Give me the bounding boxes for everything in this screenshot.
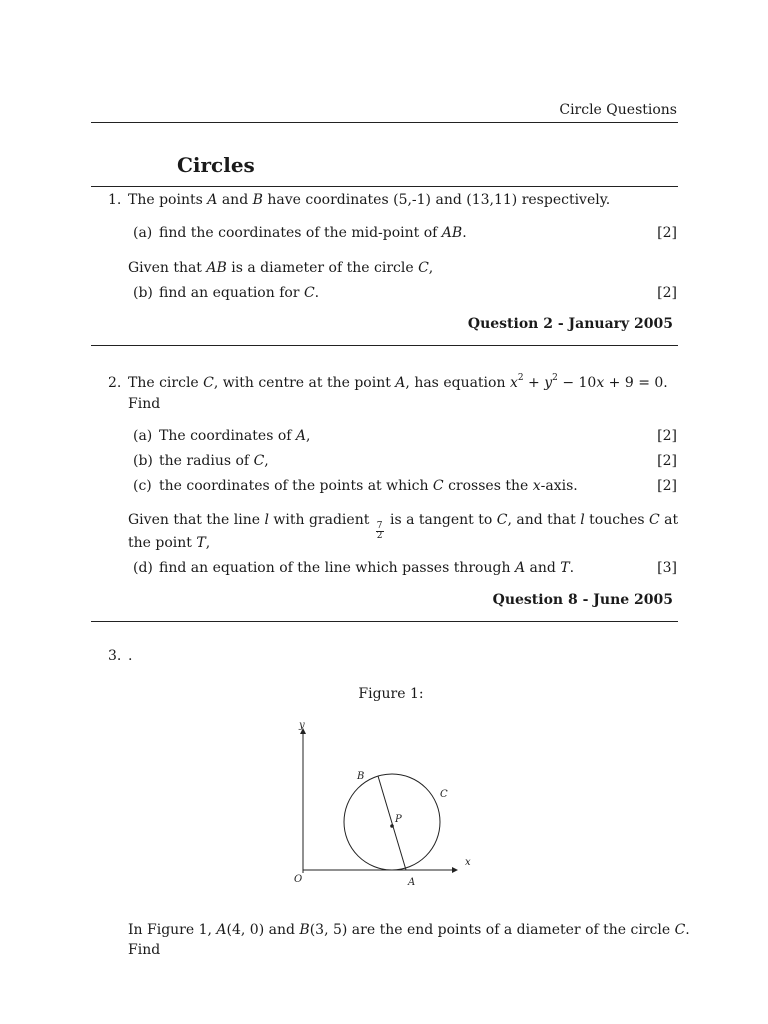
q2c-marks: [2] <box>657 478 677 494</box>
var-y: y <box>544 375 553 391</box>
text: with gradient <box>268 512 374 528</box>
text: . <box>462 225 467 241</box>
var-x: x <box>532 478 541 494</box>
section-rule <box>91 186 678 187</box>
q1b-marks: [2] <box>657 285 677 301</box>
q2d-text <box>159 560 574 576</box>
text: . <box>314 285 320 301</box>
text: find the coordinates of the mid-point of <box>159 225 442 241</box>
q1-number: 1. <box>108 192 122 208</box>
label-O: O <box>294 874 303 885</box>
fraction-gradient <box>376 522 384 541</box>
centre-point-P <box>390 824 394 828</box>
label-y: y <box>299 720 305 731</box>
text: and <box>525 560 561 576</box>
text: touches <box>584 512 649 528</box>
header-rule <box>91 122 678 123</box>
label-B: B <box>357 771 365 782</box>
text: , <box>306 428 311 444</box>
var-A: A <box>207 192 218 208</box>
coord-A: (4, 0) <box>226 922 265 938</box>
q3-number: 3. <box>108 648 122 664</box>
text: the point <box>128 535 197 551</box>
q1a-label: (a) <box>133 225 153 241</box>
q2-given-line2 <box>128 535 210 551</box>
var-C: C <box>674 922 686 938</box>
var-C: C <box>496 512 508 528</box>
text: The circle <box>128 375 204 391</box>
q3-text <box>128 922 690 938</box>
q1-rule <box>91 345 678 346</box>
text: have coordinates (5,-1) and (13,11) respectively. <box>262 192 611 208</box>
fraction-denominator: 2 <box>376 531 383 541</box>
q2d-marks: [3] <box>657 560 677 576</box>
var-C: C <box>418 260 429 276</box>
var-C: C <box>649 512 660 528</box>
text: Given that <box>128 260 207 276</box>
q2-number: 2. <box>108 375 122 391</box>
q1-source: Question 2 - January 2005 <box>467 316 673 332</box>
text: The coordinates of <box>159 428 296 444</box>
q2-find: Find <box>128 396 161 412</box>
text: is a tangent to <box>385 512 497 528</box>
text: the radius of <box>159 453 254 469</box>
text: the coordinates of the points at which <box>159 478 433 494</box>
var-B: B <box>252 192 263 208</box>
var-A: A <box>216 922 227 938</box>
q2b-marks: [2] <box>657 453 677 469</box>
q1-intro <box>128 192 610 208</box>
var-C: C <box>253 453 265 469</box>
q1b-label: (b) <box>133 285 153 301</box>
label-P: P <box>395 814 402 825</box>
text: The points <box>128 192 208 208</box>
text: . <box>685 922 690 938</box>
figure-1-diagram <box>285 715 475 890</box>
var-l: l <box>580 512 585 528</box>
var-AB: AB <box>441 225 463 241</box>
diameter-AB <box>378 776 406 870</box>
label-C: C <box>440 789 448 800</box>
var-AB: AB <box>206 260 227 276</box>
q2a-label: (a) <box>133 428 153 444</box>
var-x: x <box>596 375 605 391</box>
text: , <box>428 260 434 276</box>
section-title: Circles <box>177 153 255 177</box>
text: + <box>523 375 545 391</box>
var-T: T <box>196 535 206 551</box>
var-T: T <box>560 560 570 576</box>
q2b-label: (b) <box>133 453 153 469</box>
text: . <box>569 560 575 576</box>
q1-given <box>128 260 433 276</box>
label-A: A <box>408 877 416 888</box>
text: , <box>264 453 269 469</box>
var-C: C <box>203 375 214 391</box>
q2-intro <box>128 375 668 391</box>
var-A: A <box>295 428 307 444</box>
text: find an equation of the line which passes through <box>159 560 515 576</box>
q2-source: Question 8 - June 2005 <box>492 592 673 608</box>
q3-find: Find <box>128 942 161 958</box>
text: and <box>264 922 300 938</box>
text: , <box>205 535 211 551</box>
q2a-marks: [2] <box>657 428 677 444</box>
q1a-marks: [2] <box>657 225 677 241</box>
coord-B: (3, 5) <box>309 922 348 938</box>
q2-given-line1 <box>128 512 678 541</box>
q2b-text <box>159 453 269 469</box>
var-B: B <box>299 922 310 938</box>
var-l: l <box>264 512 269 528</box>
q3-dot: . <box>128 648 133 664</box>
label-x: x <box>465 857 471 868</box>
exponent: 2 <box>552 373 558 384</box>
text: Given that the line <box>128 512 265 528</box>
text: at <box>659 512 679 528</box>
text: find an equation for <box>159 285 304 301</box>
q2a-text <box>159 428 310 444</box>
q2d-label: (d) <box>133 560 153 576</box>
q2c-text <box>159 478 578 494</box>
var-C: C <box>303 285 315 301</box>
q1a-text <box>159 225 467 241</box>
fraction-numerator: 7 <box>376 521 383 531</box>
var-x: x <box>509 375 518 391</box>
q1b-text <box>159 285 319 301</box>
text: is a diameter of the circle <box>226 260 419 276</box>
text: crosses the <box>443 478 533 494</box>
figure-caption: Figure 1: <box>358 686 424 702</box>
text: and <box>217 192 253 208</box>
exponent: 2 <box>517 373 524 384</box>
var-A: A <box>514 560 526 576</box>
text: In Figure 1, <box>128 922 217 938</box>
q2c-label: (c) <box>133 478 152 494</box>
var-A: A <box>395 375 406 391</box>
running-header: Circle Questions <box>559 102 677 118</box>
q2-rule <box>91 621 678 622</box>
text: -axis. <box>540 478 578 494</box>
text: , has equation <box>405 375 510 391</box>
text: , and that <box>507 512 581 528</box>
text: − 10 <box>557 375 597 391</box>
text: are the end points of a diameter of the circle <box>347 922 675 938</box>
var-C: C <box>432 478 444 494</box>
text: , with centre at the point <box>213 375 396 391</box>
text: + 9 = 0. <box>604 375 668 391</box>
